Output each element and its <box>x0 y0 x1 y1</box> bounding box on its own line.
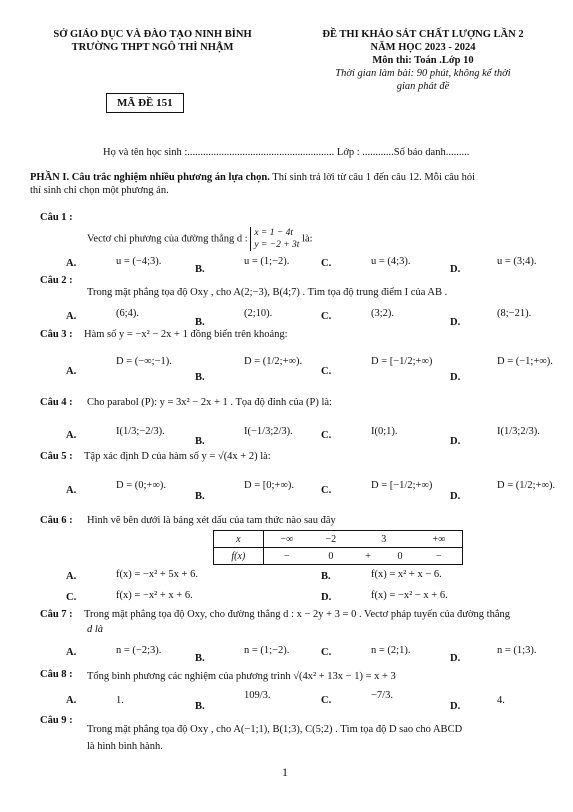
question-1-system-bottom: y = −2 + 3t <box>254 240 300 250</box>
q5-option-b[interactable]: D = [0;+∞). <box>244 480 294 491</box>
q4-option-a[interactable]: I(1/3;−2/3). <box>116 426 165 437</box>
sign-table-f-pos: + <box>352 548 385 565</box>
subject: Môn thi: Toán .Lớp 10 <box>372 55 474 66</box>
sign-table-f-neg-1: − <box>263 548 310 565</box>
q1-option-b[interactable]: u = (1;−2). <box>244 256 290 267</box>
q1-option-c-key[interactable]: C. <box>321 258 332 269</box>
sign-table-row-x <box>214 531 463 548</box>
q2-option-a[interactable]: (6;4). <box>116 308 140 319</box>
section-header <box>30 171 550 197</box>
q1-option-a[interactable]: u = (−4;3). <box>116 256 162 267</box>
school-year: NĂM HỌC 2023 - 2024 <box>370 42 476 53</box>
student-info-line: Họ và tên học sinh :........................................................ Lớp : ............Số báo danh......... <box>103 147 470 158</box>
q7-option-a[interactable]: n = (−2;3). <box>116 645 162 656</box>
q2-option-c[interactable]: (3;2). <box>371 308 395 319</box>
sign-table-f-zero-1: 0 <box>310 548 352 565</box>
question-6-label: Câu 6 : <box>40 515 73 526</box>
q6-option-d[interactable]: f(x) = −x² − x + 6. <box>371 590 448 601</box>
q5-option-d[interactable]: D = (1/2;+∞). <box>497 480 556 491</box>
question-1-system <box>250 227 299 251</box>
q7-option-d[interactable]: n = (1;3). <box>497 645 537 656</box>
q8-option-b-key[interactable]: B. <box>195 701 205 712</box>
question-6-text: Hình vẽ bên dưới là bảng xét dấu của tam thức nào sau đây <box>87 515 336 526</box>
q8-option-c[interactable]: −7/3. <box>371 690 393 701</box>
section-title: PHẦN I. Câu trắc nghiệm nhiều phương án lựa chọn. <box>30 172 270 183</box>
q7-option-b[interactable]: n = (1;−2). <box>244 645 290 656</box>
q8-option-d-key[interactable]: D. <box>450 701 461 712</box>
sign-table-x-root-1: −2 <box>310 531 352 548</box>
q4-option-c-key[interactable]: C. <box>321 430 332 441</box>
question-9-label: Câu 9 : <box>40 715 73 726</box>
q5-option-a-key[interactable]: A. <box>66 485 77 496</box>
section-instruction: Thí sinh trả lời từ câu 1 đến câu 12. Mỗi câu hỏi <box>269 172 476 183</box>
q6-option-b-key[interactable]: B. <box>321 571 331 582</box>
q3-option-c-key[interactable]: C. <box>321 366 332 377</box>
sign-table-x-header: x <box>214 531 264 548</box>
page-number: 1 <box>282 765 288 779</box>
question-1-post: là: <box>302 233 313 245</box>
question-1-label: Câu 1 : <box>40 212 73 223</box>
q3-option-c[interactable]: D = [−1/2;+∞) <box>371 356 433 367</box>
question-8-label: Câu 8 : <box>40 669 73 680</box>
q7-option-c[interactable]: n = (2;1). <box>371 645 411 656</box>
question-4-text: Cho parabol (P): y = 3x² − 2x + 1 . Tọa độ đỉnh của (P) là: <box>87 397 332 408</box>
question-5-label: Câu 5 : <box>40 451 73 462</box>
sign-table-row-f <box>214 548 463 565</box>
school-name: TRƯỜNG THPT NGÔ THÌ NHẬM <box>71 42 234 53</box>
q2-option-c-key[interactable]: C. <box>321 311 332 322</box>
q6-option-c[interactable]: f(x) = −x² + x + 6. <box>116 590 193 601</box>
question-1-text <box>87 227 313 251</box>
q6-option-a[interactable]: f(x) = −x² + 5x + 6. <box>116 569 198 580</box>
q4-option-d[interactable]: I(1/3;2/3). <box>497 426 540 437</box>
q5-option-b-key[interactable]: B. <box>195 491 205 502</box>
question-3-label: Câu 3 : <box>40 329 73 340</box>
q4-option-c[interactable]: I(0;1). <box>371 426 398 437</box>
q3-option-d[interactable]: D = (−1;+∞). <box>497 356 553 367</box>
q8-option-c-key[interactable]: C. <box>321 695 332 706</box>
question-9-text-2: là hình bình hành. <box>87 741 163 752</box>
question-3-text: Hàm số y = −x² − 2x + 1 đồng biến trên khoảng: <box>84 329 288 340</box>
sign-table-f-neg-2: − <box>416 548 463 565</box>
q1-option-d-key[interactable]: D. <box>450 264 461 275</box>
q4-option-a-key[interactable]: A. <box>66 430 77 441</box>
q8-option-a[interactable]: 1. <box>116 695 124 706</box>
q6-option-a-key[interactable]: A. <box>66 571 77 582</box>
sign-table-f-zero-2: 0 <box>384 548 415 565</box>
q3-option-b-key[interactable]: B. <box>195 372 205 383</box>
q2-option-d[interactable]: (8;−21). <box>497 308 532 319</box>
question-5-text: Tập xác định D của hàm số y = √(4x + 2) là: <box>84 451 271 462</box>
q1-option-c[interactable]: u = (4;3). <box>371 256 411 267</box>
q4-option-b[interactable]: I(−1/3;2/3). <box>244 426 293 437</box>
q7-option-d-key[interactable]: D. <box>450 653 461 664</box>
q5-option-d-key[interactable]: D. <box>450 491 461 502</box>
q5-option-c-key[interactable]: C. <box>321 485 332 496</box>
time-limit-cont: gian phát đề <box>396 81 450 92</box>
exam-code-box: MÃ ĐỀ 151 <box>106 93 184 113</box>
q8-option-d[interactable]: 4. <box>497 695 505 706</box>
q3-option-a-key[interactable]: A. <box>66 366 77 377</box>
question-7-text-2: d là <box>87 624 104 635</box>
q7-option-b-key[interactable]: B. <box>195 653 205 664</box>
q4-option-b-key[interactable]: B. <box>195 436 205 447</box>
q3-option-b[interactable]: D = (1/2;+∞). <box>244 356 303 367</box>
question-1-pre: Vectơ chỉ phương của đường thẳng d : <box>87 233 248 245</box>
sign-table-x-root-2: 3 <box>352 531 416 548</box>
question-2-label: Câu 2 : <box>40 275 73 286</box>
q3-option-d-key[interactable]: D. <box>450 372 461 383</box>
q2-option-b-key[interactable]: B. <box>195 317 205 328</box>
sign-table-x-neg-inf: −∞ <box>263 531 310 548</box>
sign-table-f-header: f(x) <box>214 548 264 565</box>
question-2-text: Trong mặt phẳng tọa độ Oxy , cho A(2;−3), B(4;7) . Tìm tọa độ trung điểm I của AB . <box>87 287 448 298</box>
time-limit: Thời gian làm bài: 90 phút, không kể thời <box>335 68 511 79</box>
q7-option-c-key[interactable]: C. <box>321 647 332 658</box>
section-instruction-2: thí sinh chỉ chọn một phương án. <box>30 185 169 196</box>
q2-option-d-key[interactable]: D. <box>450 317 461 328</box>
q1-option-b-key[interactable]: B. <box>195 264 205 275</box>
q5-option-a[interactable]: D = (0;+∞). <box>116 480 166 491</box>
question-7-text: Trong mặt phẳng tọa độ Oxy, cho đường thẳng d : x − 2y + 3 = 0 . Vectơ pháp tuyến của đường thẳng <box>84 609 510 620</box>
q3-option-a[interactable]: D = (−∞;−1). <box>116 356 172 367</box>
q2-option-b[interactable]: (2;10). <box>244 308 273 319</box>
q8-option-a-key[interactable]: A. <box>66 695 77 706</box>
q1-option-d[interactable]: u = (3;4). <box>497 256 537 267</box>
question-8-text: Tổng bình phương các nghiệm của phương trình √(4x² + 13x − 1) = x + 3 <box>87 671 396 682</box>
q6-option-c-key[interactable]: C. <box>66 592 77 603</box>
question-4-label: Câu 4 : <box>40 397 73 408</box>
q2-option-a-key[interactable]: A. <box>66 311 77 322</box>
q5-option-c[interactable]: D = [−1/2;+∞) <box>371 480 433 491</box>
question-7-label: Câu 7 : <box>40 609 73 620</box>
question-1-system-top: x = 1 − 4t <box>254 228 294 238</box>
q4-option-d-key[interactable]: D. <box>450 436 461 447</box>
sign-table-x-pos-inf: +∞ <box>416 531 463 548</box>
school-department: SỞ GIÁO DỤC VÀ ĐÀO TẠO NINH BÌNH <box>53 29 252 40</box>
question-9-text: Trong mặt phẳng tọa độ Oxy , cho A(−1;1), B(1;3), C(5;2) . Tìm tọa độ D sao cho ABCD <box>87 724 463 735</box>
q7-option-a-key[interactable]: A. <box>66 647 77 658</box>
q6-option-b[interactable]: f(x) = x² + x − 6. <box>371 569 442 580</box>
exam-title: ĐỀ THI KHẢO SÁT CHẤT LƯỢNG LẦN 2 <box>322 29 524 40</box>
q8-option-b[interactable]: 109/3. <box>244 690 271 701</box>
sign-table <box>213 530 463 565</box>
q1-option-a-key[interactable]: A. <box>66 258 77 269</box>
q6-option-d-key[interactable]: D. <box>321 592 332 603</box>
